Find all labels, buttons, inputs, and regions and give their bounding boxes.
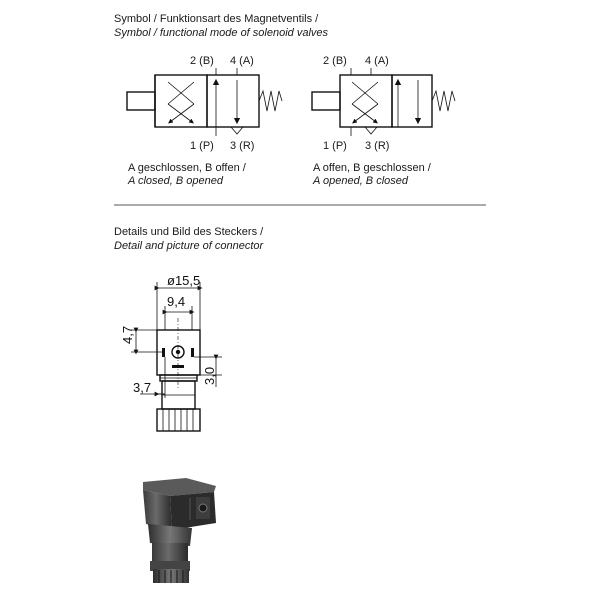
valve-box-left-1 (155, 75, 207, 127)
right-port-b-label: 2 (B) (323, 55, 347, 67)
valve-box-right-1 (340, 75, 392, 127)
section2-heading-en: Detail and picture of connector (114, 240, 264, 252)
solenoid-coil-right (312, 92, 340, 110)
right-port-a-label: 4 (A) (365, 55, 389, 67)
right-port-r-label: 3 (R) (365, 140, 390, 152)
valve-box-left-2 (207, 75, 259, 127)
valve-symbol-left (127, 68, 282, 136)
section1-heading-de: Symbol / Funktionsart des Magnetventils / (114, 13, 319, 25)
dim-top-height: 4,7 (120, 325, 135, 344)
right-caption-en: A opened, B closed (313, 175, 408, 187)
section1-heading-en: Symbol / functional mode of solenoid valves (114, 27, 329, 39)
dim-inner-width: 9,4 (167, 294, 186, 309)
right-port-p-label: 1 (P) (323, 140, 347, 152)
left-caption-en: A closed, B opened (128, 175, 223, 187)
connector-photo (143, 478, 216, 583)
left-caption-de: A geschlossen, B offen / (128, 162, 246, 174)
dim-left-offset: 3,7 (133, 380, 152, 395)
valve-symbol-right (312, 68, 455, 136)
left-port-r-label: 3 (R) (230, 140, 255, 152)
left-port-b-label: 2 (B) (190, 55, 214, 67)
left-port-p-label: 1 (P) (190, 140, 214, 152)
dim-right-height: 3,0 (202, 366, 217, 385)
solenoid-coil-left (127, 92, 155, 110)
left-port-a-label: 4 (A) (230, 55, 254, 67)
right-caption-de: A offen, B geschlossen / (313, 162, 431, 174)
section2-heading-de: Details und Bild des Steckers / (114, 226, 264, 238)
dim-outer-width: ø15,5 (167, 273, 201, 288)
